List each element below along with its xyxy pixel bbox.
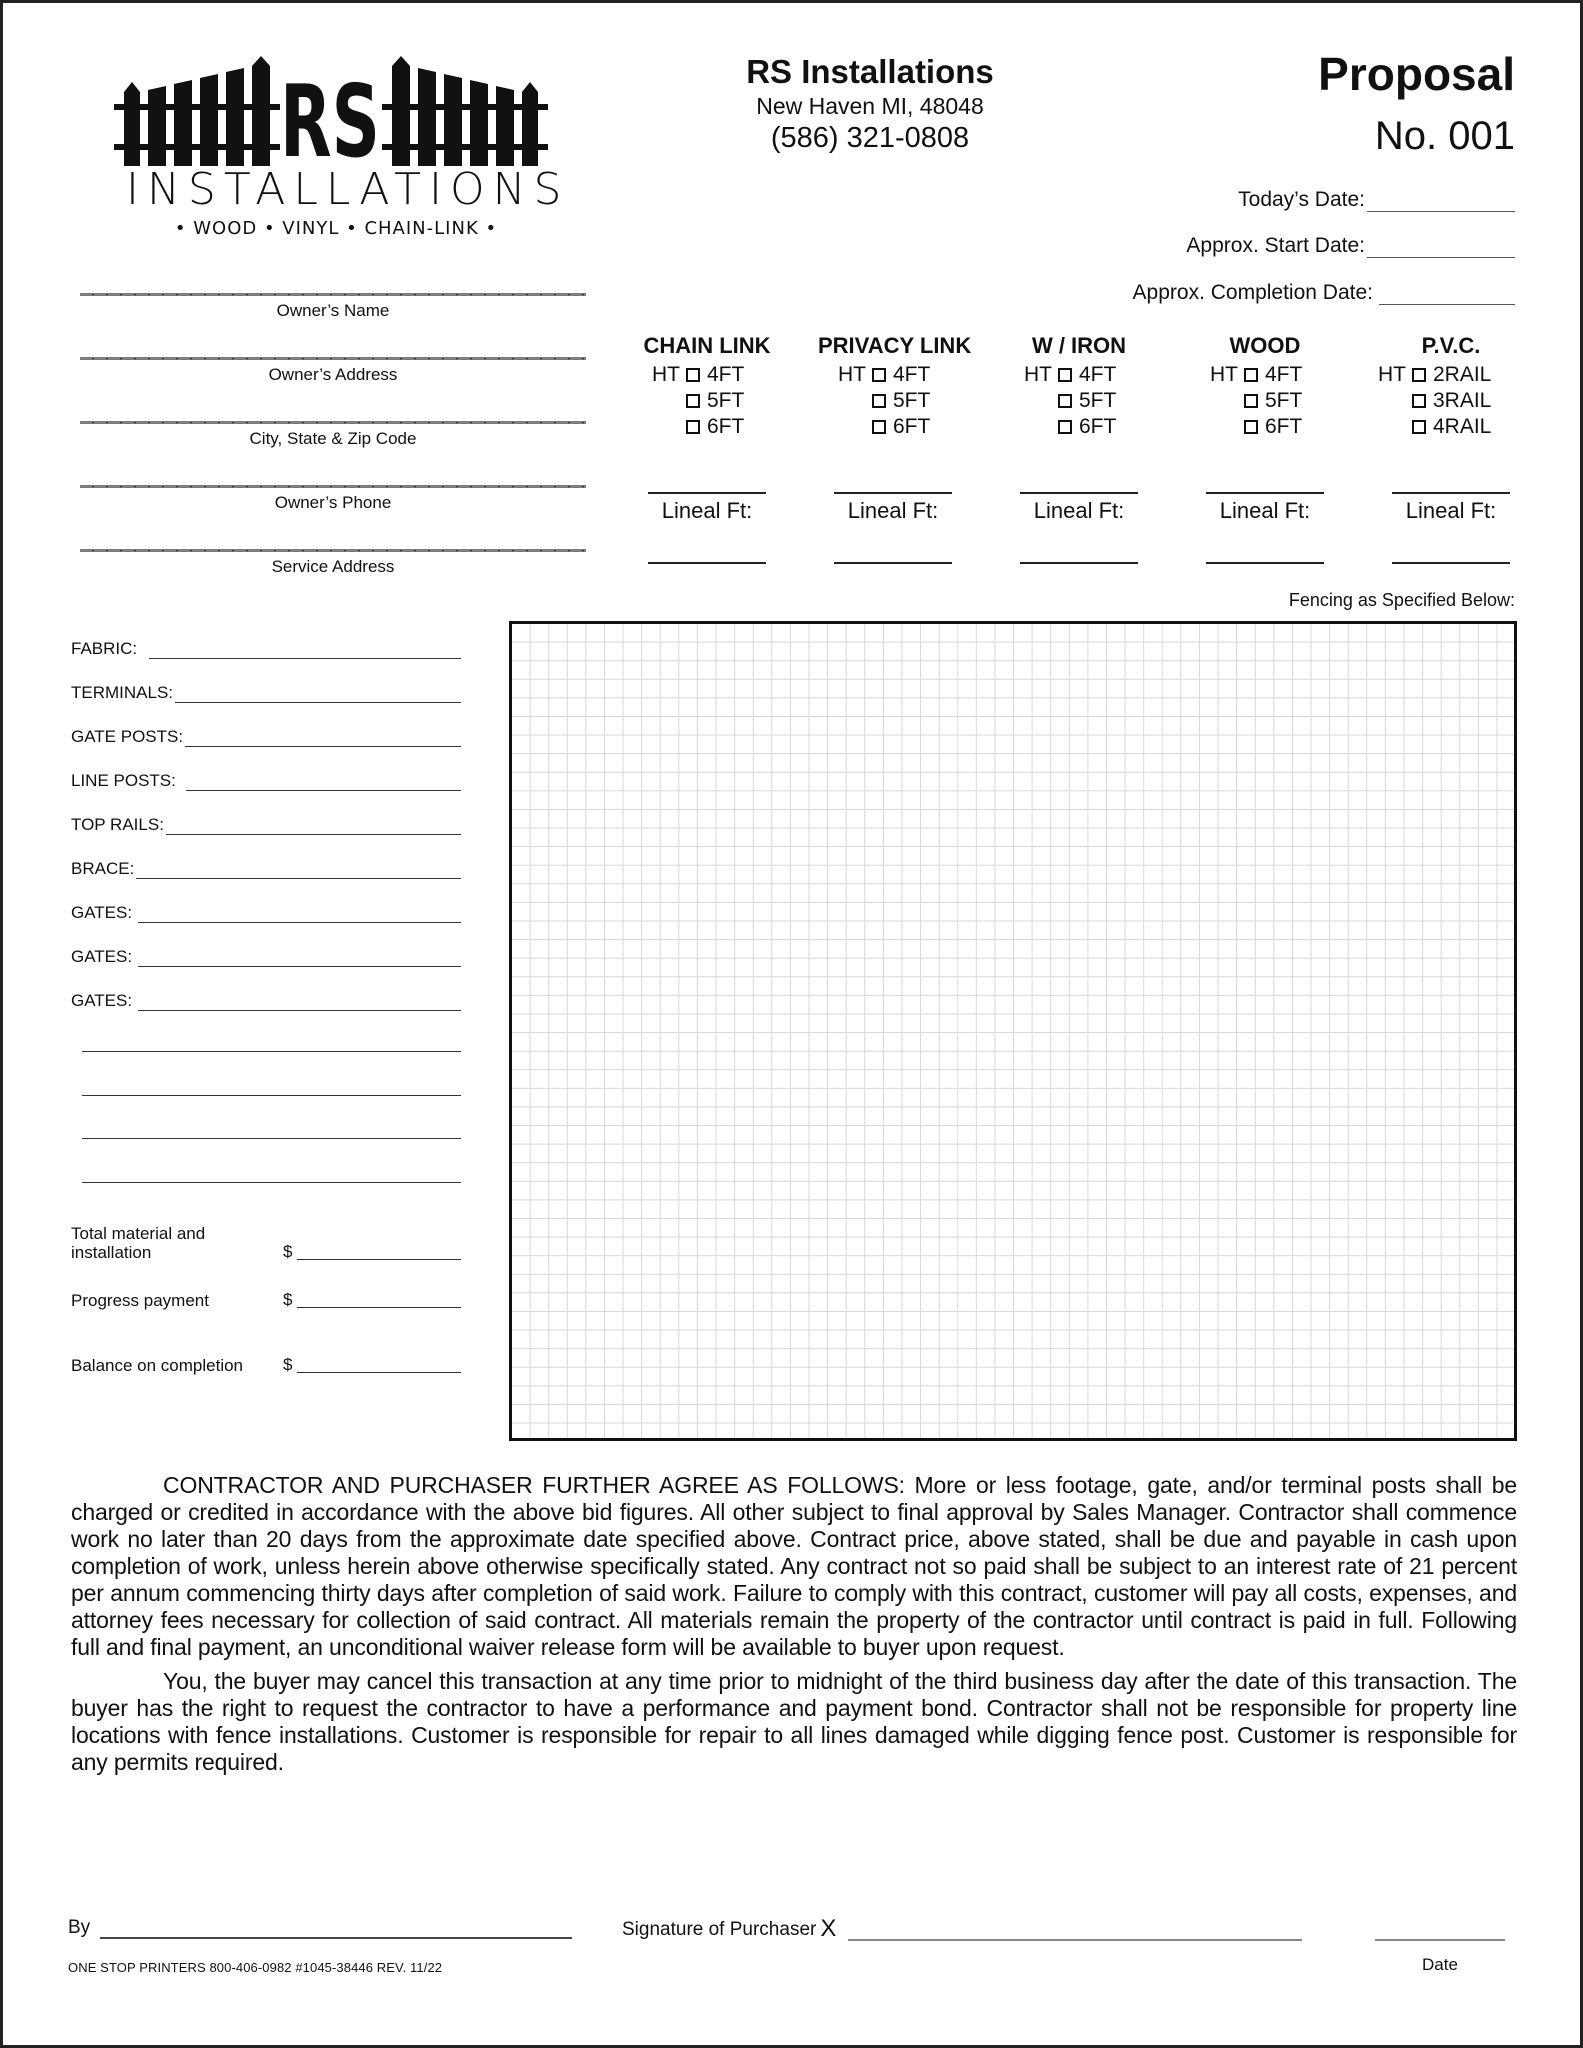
start-date-input[interactable] xyxy=(1367,238,1515,258)
payment-label: Balance on completion xyxy=(71,1356,244,1375)
material-label: TERMINALS: xyxy=(71,683,174,702)
owner-address-label: Owner’s Address xyxy=(268,365,398,384)
city-state-zip-input[interactable] xyxy=(80,421,586,424)
checkbox-5ft[interactable] xyxy=(1244,394,1258,408)
payment-input[interactable] xyxy=(297,1307,461,1308)
lineal-ft-label: Lineal Ft: xyxy=(847,498,939,523)
option-label: 4RAIL xyxy=(1433,415,1492,438)
option-label: 4FT xyxy=(707,363,745,386)
todays-date-input[interactable] xyxy=(1367,192,1515,212)
option-label: 6FT xyxy=(893,415,931,438)
checkbox-4ft[interactable] xyxy=(686,368,700,382)
fence-type-privacy-link xyxy=(818,332,972,564)
fencing-note: Fencing as Specified Below: xyxy=(1288,590,1515,610)
material-input[interactable] xyxy=(138,993,461,1011)
checkbox-6ft[interactable] xyxy=(686,420,700,434)
height-input-line[interactable] xyxy=(1206,492,1324,494)
lineal-ft-input[interactable] xyxy=(834,562,952,564)
owner-name-input[interactable] xyxy=(80,293,586,296)
lineal-ft-input[interactable] xyxy=(1020,562,1138,564)
material-row-terminals[interactable] xyxy=(71,681,461,703)
signature-date-label: Date xyxy=(1422,1955,1458,1974)
city-state-zip-label: City, State & Zip Code xyxy=(249,429,417,448)
owner-address-input[interactable] xyxy=(80,357,586,360)
checkbox-4ft[interactable] xyxy=(872,368,886,382)
fence-type-title: P.V.C. xyxy=(1421,333,1481,358)
company-info xyxy=(680,52,1060,156)
company-phone: (586) 321-0808 xyxy=(770,122,970,154)
material-label: GATES: xyxy=(71,947,133,966)
option-label: 4FT xyxy=(1079,363,1117,386)
height-input-line[interactable] xyxy=(1392,492,1510,494)
owner-name-label: Owner’s Name xyxy=(276,301,390,320)
material-row-gate-posts[interactable] xyxy=(71,725,461,747)
material-label: BRACE: xyxy=(71,859,135,878)
checkbox-4rail[interactable] xyxy=(1412,420,1426,434)
ht-label: HT xyxy=(1024,363,1052,386)
service-address-field[interactable] xyxy=(80,549,586,577)
fence-type-pvc xyxy=(1376,332,1526,564)
city-state-zip-field[interactable] xyxy=(80,421,586,449)
payment-label: Total material and installation xyxy=(71,1224,206,1262)
fence-type-wood xyxy=(1190,332,1340,564)
option-label: 4FT xyxy=(1265,363,1303,386)
checkbox-5ft[interactable] xyxy=(1058,394,1072,408)
by-label: By xyxy=(68,1917,91,1938)
purchaser-signature-label: Signature of Purchaser xyxy=(622,1919,817,1940)
height-input-line[interactable] xyxy=(648,492,766,494)
lineal-ft-label: Lineal Ft: xyxy=(1405,498,1497,523)
svg-text:RS: RS xyxy=(280,63,380,172)
material-input[interactable] xyxy=(136,861,461,879)
owner-phone-label: Owner’s Phone xyxy=(274,493,392,512)
completion-date-input[interactable] xyxy=(1379,285,1515,305)
payment-label: Progress payment xyxy=(71,1291,209,1310)
printer-info: ONE STOP PRINTERS 800-406-0982 #1045-38446 REV. 11/22 xyxy=(68,1960,443,1975)
owner-phone-field[interactable] xyxy=(80,485,586,513)
payment-input[interactable] xyxy=(297,1372,461,1373)
material-label: GATES: xyxy=(71,903,133,922)
fence-type-title: WOOD xyxy=(1229,333,1301,358)
checkbox-6ft[interactable] xyxy=(1058,420,1072,434)
option-label: 5FT xyxy=(1079,389,1117,412)
currency-symbol: $ xyxy=(283,1355,293,1374)
owner-phone-input[interactable] xyxy=(80,485,586,488)
blank-material-line-3[interactable] xyxy=(82,1137,461,1139)
completion-date-label: Approx. Completion Date: xyxy=(1132,281,1373,304)
ht-label: HT xyxy=(1210,363,1238,386)
todays-date-field[interactable] xyxy=(1238,188,1515,212)
drawing-grid[interactable] xyxy=(509,621,1517,1441)
material-label: TOP RAILS: xyxy=(71,815,164,834)
option-label: 3RAIL xyxy=(1433,389,1492,412)
material-row-fabric[interactable] xyxy=(71,637,461,659)
material-label: LINE POSTS: xyxy=(71,771,176,790)
owner-name-field[interactable] xyxy=(80,293,586,321)
material-label: GATES: xyxy=(71,991,133,1010)
height-input-line[interactable] xyxy=(1020,492,1138,494)
material-row-brace[interactable] xyxy=(71,857,461,879)
payment-total[interactable] xyxy=(71,1222,461,1262)
option-label: 5FT xyxy=(707,389,745,412)
ht-label: HT xyxy=(652,363,680,386)
terms-paragraph-1: CONTRACTOR AND PURCHASER FURTHER AGREE AS FOLLOWS: More or less footage, gate, and/or terminal posts shall be charged or credited in accordance with the above bid figures. All other subject to final approval by Sales Manager. Contractor shall commence work no later than 20 days from the approximate date specified above. Contract price, above stated, shall be due and payable in cash upon completion of work, unless herein above otherwise specifically stated. Any contract not so paid shall be subject to an interest rate of 21 percent per annum commencing thirty days after completion of said work. Failure to comply with this contract, customer will pay all costs, expenses, and attorney fees necessary for collection of said contract. All materials remain the property of the contractor until contract is paid in full. Following full and final payment, an unconditional waiver release form will be available to buyer upon request. xyxy=(71,1472,1517,1660)
material-row-gates-1[interactable] xyxy=(71,901,461,923)
completion-date-field[interactable] xyxy=(1133,281,1515,305)
material-input[interactable] xyxy=(149,641,461,659)
option-label: 5FT xyxy=(1265,389,1303,412)
material-input[interactable] xyxy=(175,685,461,703)
logo-wordmark: INSTALLATIONS xyxy=(126,164,570,215)
lineal-ft-label: Lineal Ft: xyxy=(1219,498,1311,523)
by-field[interactable] xyxy=(68,1917,572,1939)
height-input-line[interactable] xyxy=(834,492,952,494)
blank-material-line-2[interactable] xyxy=(82,1094,461,1096)
checkbox-6ft[interactable] xyxy=(872,420,886,434)
checkbox-2rail[interactable] xyxy=(1412,368,1426,382)
option-label: 6FT xyxy=(1079,415,1117,438)
blank-material-line-4[interactable] xyxy=(82,1181,461,1183)
material-row-gates-2[interactable] xyxy=(71,945,461,967)
purchaser-signature-input[interactable] xyxy=(848,1923,1302,1941)
owner-address-field[interactable] xyxy=(80,357,586,385)
material-row-top-rails[interactable] xyxy=(71,813,461,835)
payment-input[interactable] xyxy=(297,1259,461,1260)
payment-balance[interactable] xyxy=(71,1353,461,1375)
lineal-ft-input[interactable] xyxy=(648,562,766,564)
proposal-title: Proposal xyxy=(1318,48,1515,100)
terms-paragraph-2: You, the buyer may cancel this transaction at any time prior to midnight of the third business day after the date of this transaction. The buyer has the right to request the contractor to have a performance and payment bond. Contractor shall not be responsible for property line locations with fence installations. Customer is responsible for repair to all lines damaged while digging fence post. Customer is responsible for any permits required. xyxy=(71,1668,1517,1775)
material-label: FABRIC: xyxy=(71,639,138,658)
todays-date-label: Today’s Date: xyxy=(1238,188,1365,211)
material-input[interactable] xyxy=(166,817,461,835)
material-input[interactable] xyxy=(138,949,461,967)
checkbox-5ft[interactable] xyxy=(872,394,886,408)
payment-progress[interactable] xyxy=(71,1288,461,1310)
purchaser-signature-field[interactable] xyxy=(622,1917,1302,1941)
start-date-field[interactable] xyxy=(1186,234,1515,258)
checkbox-6ft[interactable] xyxy=(1244,420,1258,434)
signature-date-input[interactable] xyxy=(1375,1939,1505,1941)
checkbox-3rail[interactable] xyxy=(1412,394,1426,408)
material-row-line-posts[interactable] xyxy=(71,769,461,791)
proposal-header xyxy=(1318,46,1515,162)
by-signature-input[interactable] xyxy=(100,1921,572,1939)
option-label: 2RAIL xyxy=(1433,363,1492,386)
service-address-label: Service Address xyxy=(271,557,395,576)
option-label: 4FT xyxy=(893,363,931,386)
option-label: 5FT xyxy=(893,389,931,412)
currency-symbol: $ xyxy=(283,1242,293,1261)
material-input[interactable] xyxy=(138,905,461,923)
checkbox-5ft[interactable] xyxy=(686,394,700,408)
material-row-gates-3[interactable] xyxy=(71,989,461,1011)
signature-x-mark: X xyxy=(820,1915,837,1942)
lineal-ft-input[interactable] xyxy=(1206,562,1324,564)
lineal-ft-input[interactable] xyxy=(1392,562,1510,564)
service-address-input[interactable] xyxy=(80,549,586,552)
material-input[interactable] xyxy=(186,773,461,791)
start-date-label: Approx. Start Date: xyxy=(1186,234,1365,257)
fence-logo-icon xyxy=(112,52,552,172)
lineal-ft-label: Lineal Ft: xyxy=(1033,498,1125,523)
ht-label: HT xyxy=(838,363,866,386)
company-address: New Haven MI, 48048 xyxy=(756,93,984,119)
checkbox-4ft[interactable] xyxy=(1058,368,1072,382)
ht-label: HT xyxy=(1378,363,1406,386)
company-logo xyxy=(112,52,570,242)
fence-type-w-iron xyxy=(1004,332,1154,564)
fence-type-title: CHAIN LINK xyxy=(643,333,771,358)
lineal-ft-label: Lineal Ft: xyxy=(661,498,753,523)
fence-type-title: W / IRON xyxy=(1031,333,1127,358)
option-label: 6FT xyxy=(1265,415,1303,438)
option-label: 6FT xyxy=(707,415,745,438)
fence-type-chain-link xyxy=(632,332,782,564)
material-input[interactable] xyxy=(185,729,461,747)
proposal-number: No. 001 xyxy=(1374,114,1515,158)
fence-type-title: PRIVACY LINK xyxy=(818,333,972,358)
checkbox-4ft[interactable] xyxy=(1244,368,1258,382)
logo-tagline: • WOOD • VINYL • CHAIN-LINK • xyxy=(174,218,498,239)
contract-terms xyxy=(71,1472,1517,1776)
company-name: RS Installations xyxy=(746,53,994,90)
currency-symbol: $ xyxy=(283,1290,293,1309)
material-label: GATE POSTS: xyxy=(71,727,184,746)
blank-material-line-1[interactable] xyxy=(82,1050,461,1052)
